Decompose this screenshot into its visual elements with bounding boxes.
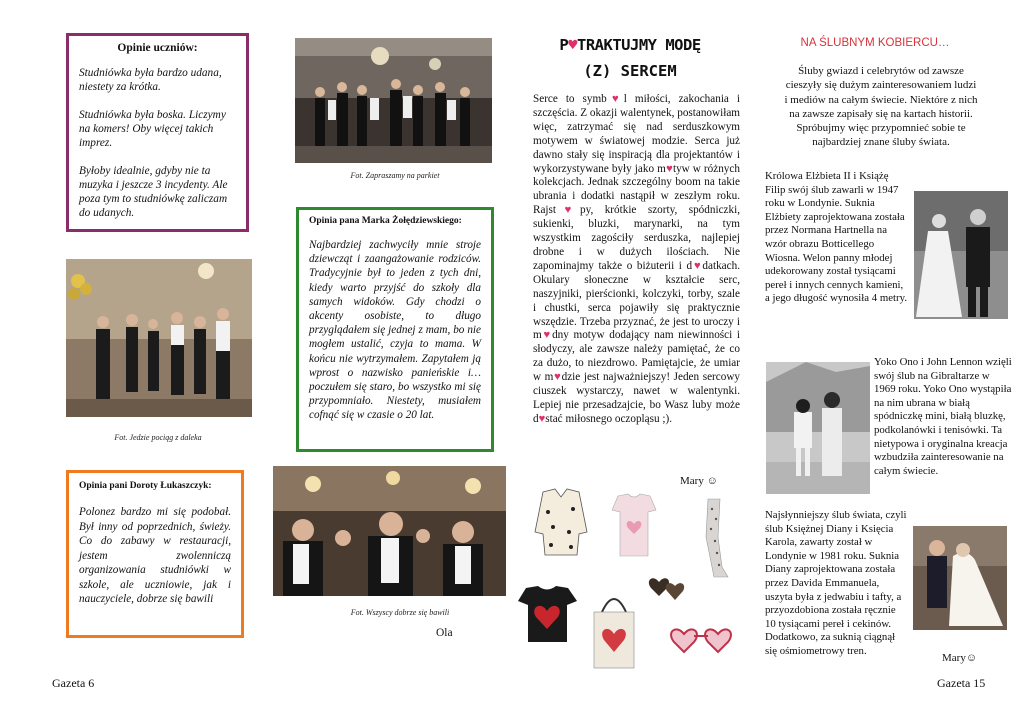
heart-tshirt-image bbox=[610, 492, 658, 558]
heart-glyph-icon: ♥ bbox=[692, 259, 703, 272]
student-opinions-title: Opinie uczniów: bbox=[117, 42, 198, 54]
right-page-footer: Gazeta 15 bbox=[937, 676, 986, 690]
fashion-title-line2: (Z) SERCEM bbox=[583, 62, 677, 80]
heart-glyph-icon: ♥ bbox=[541, 329, 553, 342]
wedding-intro: Śluby gwiazd i celebrytów od zawsze cieszyły się dużym zainteresowaniem ludzi i mediów na całym świecie. Niektóre z nich na zawsze zapisały się na kartach historii. Spróbujmy więc przypomnieć sobie te najbardziej znane śluby świata. bbox=[784, 65, 978, 149]
wedding-elizabeth-text: Królowa Elżbieta II i Książę Filip swój ślub zawarli w 1947 roku w Londynie. Suknia Elżbiety zaprojektowana została przez Normana Hartnella na wzór obrazu Botticellego Wiosna. Welon panny młodej udekorowany został tysiącami pereł i innych cennych kamieni, a jego długość wynosiła 4 metry. bbox=[765, 170, 908, 305]
student-opinion-1: Studniówka była bardzo udana, niestety za krótka. bbox=[79, 67, 222, 93]
diana-charles-photo bbox=[913, 526, 1007, 630]
heart-glyph-icon: ♥ bbox=[538, 412, 546, 425]
wedding-title: NA ŚLUBNYM KOBIERCU… bbox=[800, 37, 950, 49]
wedding-author: Mary☺ bbox=[942, 652, 978, 664]
heart-tee-black-image bbox=[516, 585, 579, 643]
teacher-opinion-title: Opinia pana Marka Żołędziewskiego: bbox=[309, 216, 462, 226]
party-guests-photo bbox=[273, 466, 506, 596]
heart-rings-image bbox=[645, 572, 689, 606]
student-opinion-3: Byłoby idealnie, gdyby nie ta muzyka i jeszcze 3 incydenty. Ale poza tym to studniówkę zaliczam do udanych. bbox=[79, 165, 228, 219]
heart-tights-image bbox=[700, 497, 730, 579]
fashion-author: Mary ☺ bbox=[680, 475, 718, 487]
wedding-yoko-text: Yoko Ono i John Lennon wzięli swój ślub na Gibraltarze w 1969 roku. Yoko Ono wystąpiła na nim ubrana w białą spódniczkę mini, białą bluzkę, podkolanówki i tenisówki. Ta nietypowa i oryginalna kreacja wzbudziła zainteresowanie na całym świecie. bbox=[874, 356, 1012, 477]
teacher-opinion-box bbox=[296, 207, 494, 452]
heart-glyph-icon: ♥ bbox=[568, 36, 578, 54]
student-opinions-box bbox=[66, 33, 249, 232]
student-opinion-2: Studniówka była boska. Liczymy na komers! Oby więcej takich imprez. bbox=[79, 109, 226, 149]
left-page-footer: Gazeta 6 bbox=[52, 676, 95, 690]
fashion-article-text: Serce to symb♥l miłości, zakochania i szczęścia. Z okazji walentynek, postanowiłam więc, zatrzymać się nad serduszkowym motywem w światowej modzie. Serca już dawno stały się inspiracją dla projektantów i wykorzystywane były jako m♥tyw w różnych kolekcjach. Jednak szczególny boom na takie ubrania i dodatki nastąpił w zeszłym roku. Rajst♥py, krótkie szorty, spódniczki, sukienki, bluzki, marynarki, na tym wszystkim zagościły serduszka, najlepiej drobne i w dużych ilościach. Nie zapominajmy także o biżuterii i d♥datkach. Okulary słoneczne w kształcie serc, naszyjniki, pierścionki, kolczyki, torby, szale i chustki, serca pojawiły się praktycznie wszędzie. Trzeba przyznać, że jest to uroczy i m♥dny motyw dodający nam niewinności i słodyczy, ale zawsze należy pamiętać, że co za dużo, to niezdrowo. Pamiętajcie, że umiar w m♥dzie jest najważniejszy! Jeden sercowy ciuszek wystarczy, nawet w walentynki. Lepiej nie przesadzajcie, bo Wasz luby może d♥stać miłosnego oczopląsu ;). bbox=[533, 93, 740, 425]
heart-glyph-icon: ♥ bbox=[665, 162, 673, 175]
fashion-title bbox=[532, 36, 728, 80]
wedding-diana-text: Najsłynniejszy ślub świata, czyli ślub Księżnej Diany i Księcia Karola, zawarty został w Londynie w 1981 roku. Suknia Diany zaprojektowana została przez Davida Emmanuela, uszyta była z jedwabiu i tafty, a przyozdobiona została ręcznie 10 tysiącami pereł i cekinów. Dodatkowo, za suknią ciągnął się ośmiometrowy tren. bbox=[765, 509, 907, 657]
heart-cardigan-image bbox=[533, 487, 589, 557]
teacher-opinion-text: Najbardziej zachwyciły mnie stroje dziewcząt i zaangażowanie rodziców. Tradycyjnie był to jeden z tych dni, kiedy warto przyjść do szkoły dla samych widoków. Gdy chodzi o akcenty osobiste, to długo przyglądałem się jednej z mam, bo nie mogłem ustalić, czyja to mama. W końcu nie wytrzymałem. Zapytałem ją wprost o nazwisko panieńskie i… poczułem się staro, bo wszystko mi się przypomniało. Niestety, musiałem cofnąć się w czasie o 20 lat. bbox=[309, 239, 481, 422]
dorota-opinion-title: Opinia pani Doroty Łukaszczyk: bbox=[79, 481, 212, 491]
left-author: Ola bbox=[436, 627, 453, 639]
dorota-opinion-box bbox=[66, 470, 244, 638]
elizabeth-philip-photo bbox=[914, 191, 1008, 319]
heart-glyph-icon: ♥ bbox=[606, 93, 624, 105]
dance-floor-photo bbox=[295, 38, 492, 163]
heart-glyph-icon: ♥ bbox=[556, 204, 580, 217]
train-dance-photo bbox=[66, 259, 252, 417]
train-dance-caption: Fot. Jedzie pociąg z daleka bbox=[114, 433, 202, 442]
heart-sunglasses-image bbox=[666, 622, 738, 656]
heart-tote-bag-image bbox=[590, 590, 638, 670]
party-guests-caption: Fot. Wszyscy dobrze się bawili bbox=[350, 608, 450, 617]
dance-floor-caption: Fot. Zapraszamy na parkiet bbox=[350, 171, 440, 180]
fashion-title-line1: P♥TRAKTUJMY MODĘ bbox=[559, 36, 701, 54]
dorota-opinion-text: Polonez bardzo mi się podobał. Był inny od poprzednich, świeży. Co do zabawy w restauracji, jestem zwolenniczą organizowania studniówki w szkole, ale uczniowie, jak i nauczyciele, dobrze się bawili bbox=[79, 506, 231, 605]
yoko-john-photo bbox=[766, 362, 870, 494]
heart-glyph-icon: ♥ bbox=[553, 371, 562, 384]
